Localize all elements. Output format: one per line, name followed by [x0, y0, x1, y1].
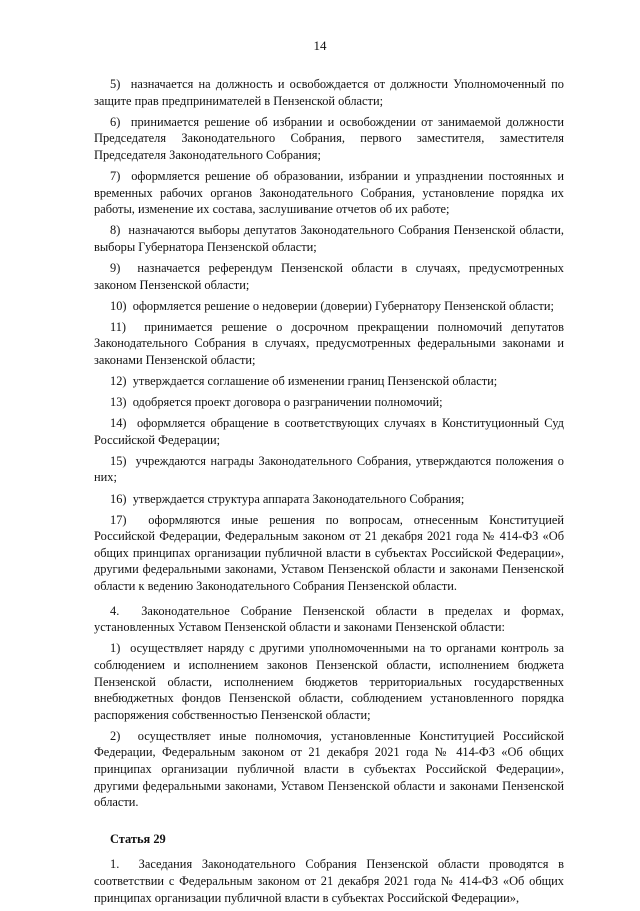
- list-item-b1: 1) осуществляет наряду с другими уполномоченными на то органами контроль за соблюдением и исполнением законов Пензенской области, исполнением бюджета Пензенской области, исполнением бюджетов территориальных государственных внебюджетных фондов Пензенской области, соблюдением установленного порядка распоряжения собственностью Пензенской области;: [94, 641, 564, 722]
- paragraph-4: 4. Законодательное Собрание Пензенской области в пределах и формах, установленных Уставом Пензенской области и законами Пензенской области:: [94, 603, 564, 635]
- list-item-12: 12) утверждается соглашение об изменении границ Пензенской области;: [110, 374, 498, 388]
- article-heading: Статья 29: [110, 831, 166, 846]
- list-item-17: 17) оформляются иные решения по вопросам, отнесенным Конституцией Российской Федерации, Федеральным законом от 21 декабря 2021 года № 414-ФЗ «Об общих принципах организации публичной власти в субъектах Российской Федерации», другими федеральными законами, Уставом Пензенской области и законами Пензенской области к ведению Законодательного Собрания Пензенской области.: [94, 512, 564, 594]
- list-item-b2: 2) осуществляет иные полномочия, установленные Конституцией Российской Федерации, Федеральным законом от 21 декабря 2021 года № 414-ФЗ «Об общих принципах организации публичной власти в субъектах Российской Федерации», другими федеральными законами, Уставом Пензенской области и законами Пензенской области.: [94, 728, 564, 810]
- list-item-5: 5) назначается на должность и освобождается от должности Уполномоченный по защите прав предпринимателей в Пензенской области;: [94, 77, 564, 108]
- list-item-16: 16) утверждается структура аппарата Законодательного Собрания;: [110, 491, 465, 506]
- list-item-6: 6) принимается решение об избрании и освобождении от занимаемой должности Председателя Законодательного Собрания, первого заместителя, заместителя Председателя Законодательного Собрания;: [94, 114, 564, 162]
- list-item-7: 7) оформляется решение об образовании, избрании и упразднении постоянных и временных рабочих органов Законодательного Собрания, установление порядка их работы, изменение их состава, заслушивание отчетов об их работе;: [94, 168, 564, 217]
- article-paragraph-1: 1. Заседания Законодательного Собрания Пензенской области проводятся в соответствии с Федеральным законом от 21 декабря 2021 года № 414-ФЗ «Об общих принципах организации публичной власти в субъектах Российской Федерации»,: [94, 857, 564, 905]
- document-body: [94, 76, 564, 911]
- list-item-13: 13) одобряется проект договора о разграничении полномочий;: [110, 395, 443, 410]
- list-item-14: 14) оформляется обращение в соответствующих случаях в Конституционный Суд Российской Федерации;: [94, 416, 564, 447]
- list-item-8: 8) назначаются выборы депутатов Законодательного Собрания Пензенской области, выборы Губернатора Пензенской области;: [94, 223, 564, 254]
- list-item-11: 11) принимается решение о досрочном прекращении полномочий депутатов Законодательного Собрания в случаях, предусмотренных федеральными законами и законами Пензенской области;: [94, 319, 564, 367]
- list-item-9: 9) назначается референдум Пензенской области в случаях, предусмотренных законом Пензенской области;: [94, 260, 564, 292]
- page-number: 14: [313, 38, 327, 53]
- list-item-15: 15) учреждаются награды Законодательного Собрания, утверждаются положения о них;: [94, 453, 564, 485]
- list-item-10: 10) оформляется решение о недоверии (доверии) Губернатору Пензенской области;: [110, 298, 554, 313]
